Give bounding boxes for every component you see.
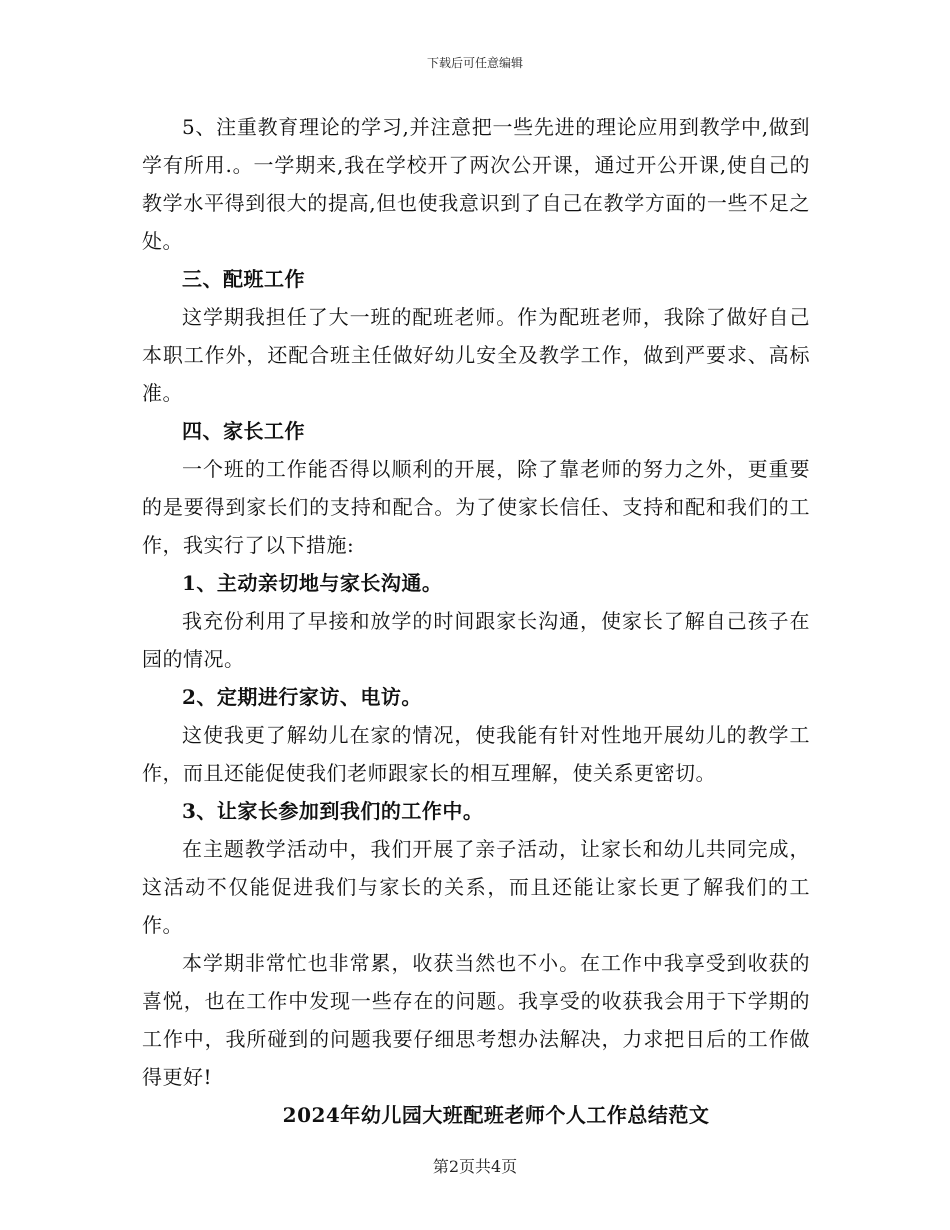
next-document-title: 2024年幼儿园大班配班老师个人工作总结范文 [282,1103,710,1127]
paragraph-communicate: 我充份利用了早接和放学的时间跟家长沟通，使家长了解自己孩子在园的情况。 [142,609,810,671]
header-note: 下载后可任意编辑 [426,56,523,70]
item-heading-home-visits: 2、定期进行家访、电访。 [182,685,422,709]
item-heading-parent-participation: 3、让家长参加到我们的工作中。 [182,799,484,823]
section-heading-assistant-work: 三、配班工作 [182,267,305,291]
paragraph-assistant-work: 这学期我担任了大一班的配班老师。作为配班老师，我除了做好自己本职工作外，还配合班主任做好幼儿安全及教学工作，做到严要求、高标准。 [142,305,810,405]
page-number: 第2页共4页 [432,1157,518,1176]
paragraph-conclusion: 本学期非常忙也非常累，收获当然也不小。在工作中我享受到收获的喜悦，也在工作中发现一些存在的问题。我享受的收获我会用于下学期的工作中，我所碰到的问题我要仔细思考想办法解决，力求把日后的工作做得更好! [142,951,810,1089]
paragraph-theory-study: 5、注重教育理论的学习,并注意把一些先进的理论应用到教学中,做到学有所用.。一学期来,我在学校开了两次公开课，通过开公开课,使自己的教学水平得到很大的提高,但也使我意识到了自己在教学方面的一些不足之处。 [142,115,810,253]
paragraph-parent-work: 一个班的工作能否得以顺利的开展，除了靠老师的努力之外，更重要的是要得到家长们的支持和配合。为了使家长信任、支持和配和我们的工作，我实行了以下措施: [142,457,810,557]
section-heading-parent-work: 四、家长工作 [182,419,305,443]
paragraph-home-visits: 这使我更了解幼儿在家的情况，使我能有针对性地开展幼儿的教学工作，而且还能促使我们老师跟家长的相互理解，使关系更密切。 [142,723,810,785]
paragraph-parent-participation: 在主题教学活动中，我们开展了亲子活动，让家长和幼儿共同完成，这活动不仅能促进我们与家长的关系，而且还能让家长更了解我们的工作。 [142,837,810,937]
document-body [142,108,810,1134]
item-heading-communicate: 1、主动亲切地与家长沟通。 [182,571,443,595]
